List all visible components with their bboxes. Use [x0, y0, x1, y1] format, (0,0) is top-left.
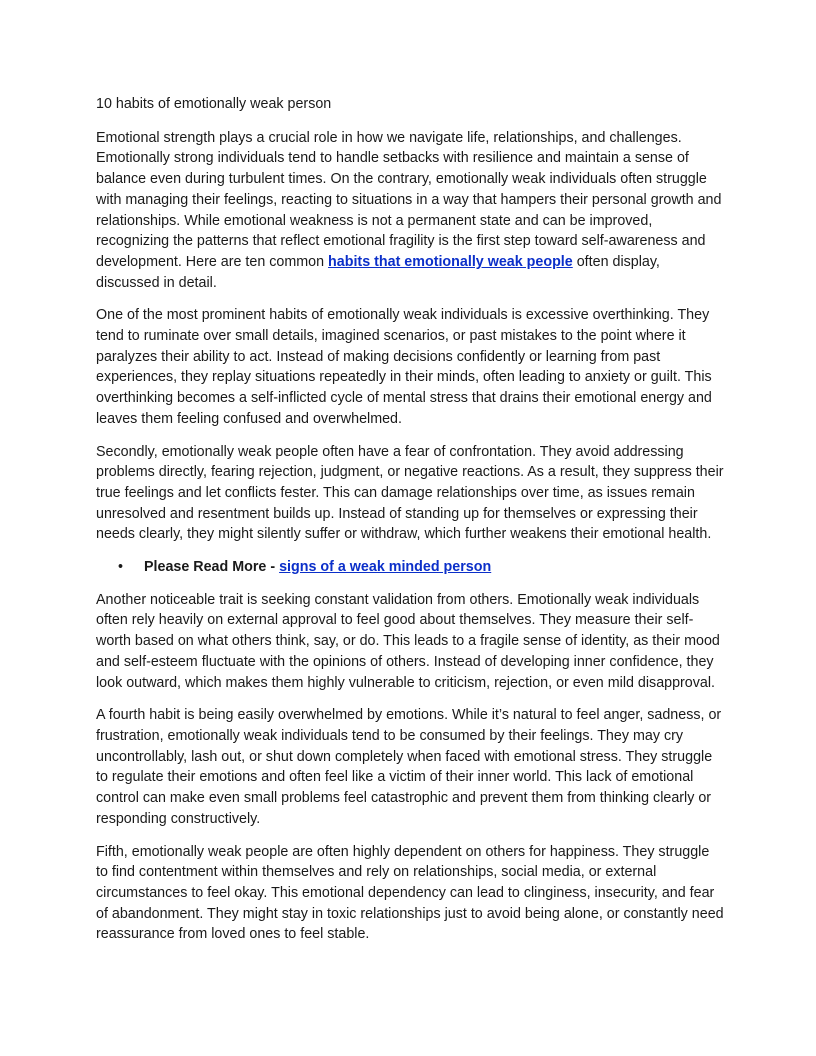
validation-paragraph: Another noticeable trait is seeking constant validation from others. Emotionally weak individuals often rely heavily on external approval to feel good about themselves. They measure their self-worth based on what others think, say, or do. This leads to a fragile sense of identity, as their mood and self-esteem fluctuate with the opinions of others. Instead of developing inner confidence, they look outward, which makes them highly vulnerable to criticism, rejection, or even mild disapproval. — [96, 591, 720, 691]
intro-text-after-link: often display, discussed in detail. — [96, 253, 660, 291]
weak-minded-link[interactable]: signs of a weak minded person — [279, 559, 492, 576]
document-page — [96, 94, 724, 957]
confrontation-paragraph: Secondly, emotionally weak people often have a fear of confrontation. They avoid addressing problems directly, fearing rejection, judgment, or negative reactions. As a result, they suppress their true feelings and let conflicts fester. This can damage relationships over time, as issues remain unresolved and resentment builds up. Instead of standing up for themselves or expressing their needs clearly, they might silently suffer or withdraw, which further weakens their emotional health. — [96, 443, 724, 543]
document-title: 10 habits of emotionally weak person — [96, 96, 332, 112]
habits-link[interactable]: habits that emotionally weak people — [328, 253, 573, 270]
dependency-paragraph: Fifth, emotionally weak people are often highly dependent on others for happiness. They struggle to find contentment within themselves and rely on relationships, social media, or external circumstances to feel okay. This emotional dependency can lead to clinginess, insecurity, and fear of abandonment. They might stay in toxic relationships just to avoid being alone, or constantly need reassurance from loved ones to feel stable. — [96, 843, 724, 943]
bullet-icon: • — [118, 559, 124, 576]
read-more-item — [96, 557, 724, 578]
overwhelmed-paragraph: A fourth habit is being easily overwhelmed by emotions. While it’s natural to feel anger, sadness, or frustration, emotionally weak individuals tend to be consumed by their feelings. They may cry uncontrollably, lash out, or shut down completely when faced with emotional stress. They struggle to regulate their emotions and often feel like a victim of their inner world. This lack of emotional control can make even small problems feel catastrophic and prevent them from thinking clearly or responding constructively. — [96, 707, 722, 827]
intro-paragraph — [96, 128, 724, 294]
overthinking-paragraph: One of the most prominent habits of emotionally weak individuals is excessive overthinking. They tend to ruminate over small details, imagined scenarios, or past mistakes to the point where it paralyzes their ability to act. Instead of making decisions confidently or learning from past experiences, they replay situations repeatedly in their minds, often leading to anxiety or guilt. This overthinking becomes a self-inflicted cycle of mental stress that drains their emotional energy and leaves them feeling confused and overwhelmed. — [96, 307, 712, 427]
read-more-list — [96, 557, 724, 578]
read-more-label: Please Read More - — [144, 559, 280, 576]
intro-text-before-link: Emotional strength plays a crucial role in how we navigate life, relationships, and challenges. Emotionally strong individuals tend to handle setbacks with resilience and maintain a sense of balance even during turbulent times. On the contrary, emotionally weak individuals often struggle with managing their feelings, reacting to situations in a way that hampers their personal growth and relationships. While emotional weakness is not a permanent state and can be improved, recognizing the patterns that reflect emotional fragility is the first step toward self-awareness and development. Here are ten common — [96, 129, 722, 270]
